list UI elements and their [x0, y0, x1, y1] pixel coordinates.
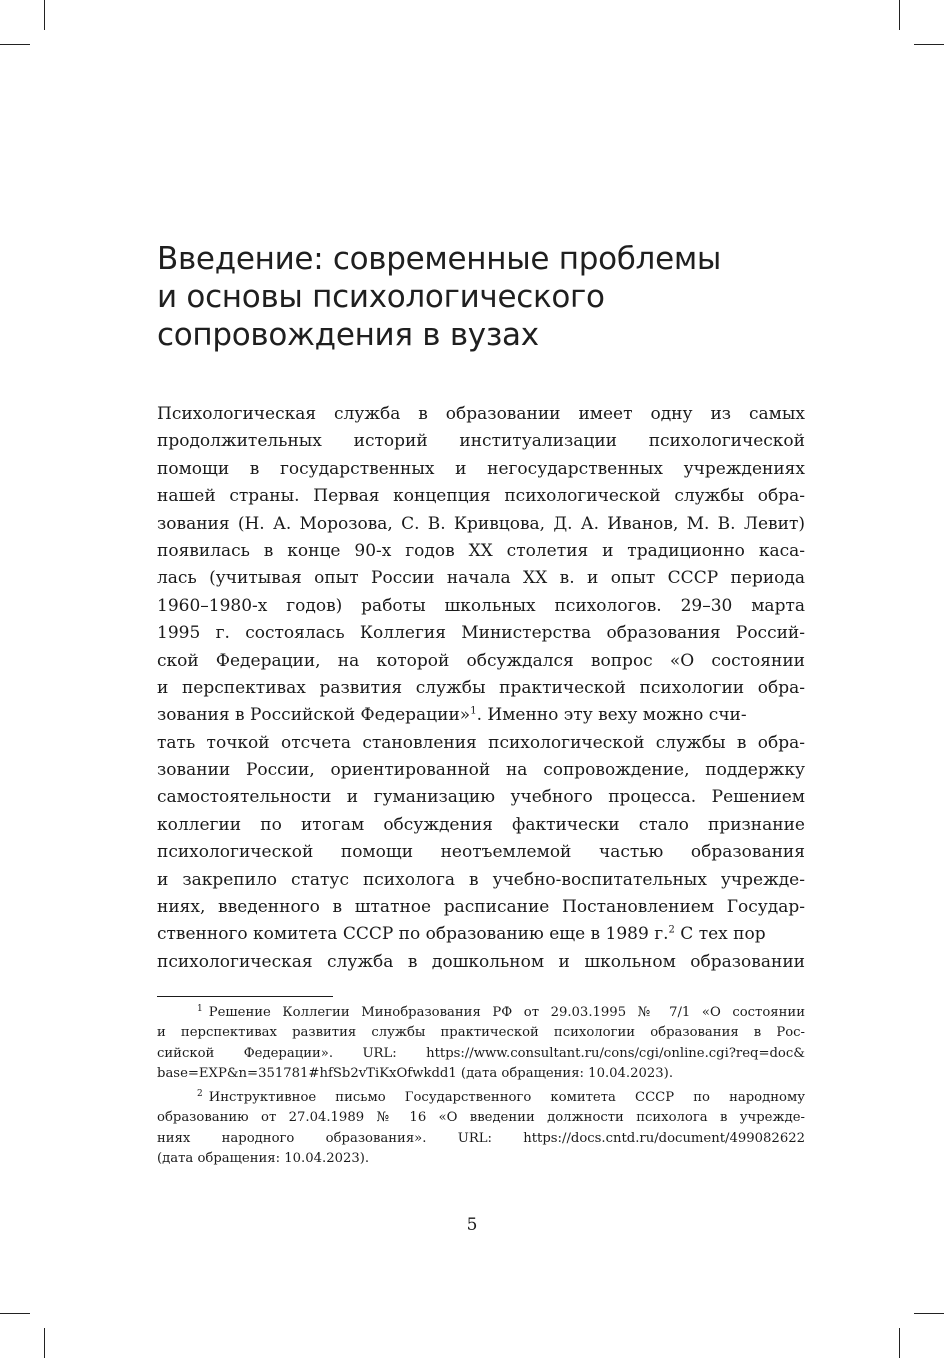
title-line: и основы психологического [157, 279, 605, 315]
body-line: психологическая служба в дошкольном и школьном образовании [157, 951, 805, 972]
body-line-head: зования в Российской Федерации» [157, 705, 471, 726]
title-line: Введение: современные проблемы [157, 241, 722, 277]
body-line: помощи в государственных и негосударственных учреждениях [157, 458, 805, 479]
footnote-text: Инструктивное письмо Государственного комитета СССР по народному [208, 1090, 805, 1106]
crop-mark [0, 1313, 30, 1314]
crop-mark [914, 1313, 944, 1314]
footnote-1 [157, 1003, 805, 1084]
body-line: продолжительных историй институализации психологической [157, 431, 805, 452]
footnote-line [157, 1003, 805, 1023]
page-number: 5 [466, 1215, 478, 1235]
footnote-line[interactable]: ниях народного образования». URL: https://docs.cntd.ru/document/499082622 [157, 1130, 805, 1146]
body-line: ской Федерации, на которой обсуждался вопрос «О состоянии [157, 650, 805, 671]
body-line: и закрепило статус психолога в учебно-воспитательных учрежде- [157, 869, 805, 890]
crop-mark [44, 0, 45, 30]
body-line: 1995 г. состоялась Коллегия Министерства образования Россий- [157, 623, 805, 644]
body-line: и перспективах развития службы практической психологии обра- [157, 677, 805, 698]
footnote-line [157, 1088, 805, 1108]
body-line: 1960–1980-х годов) работы школьных психологов. 29–30 марта [157, 595, 805, 616]
body-line: психологической помощи неотъемлемой частью образования [157, 842, 805, 863]
body-line: лась (учитывая опыт России начала XX в. и опыт СССР периода [157, 568, 805, 589]
body-line: коллегии по итогам обсуждения фактически стало признание [157, 814, 805, 835]
body-line-tail: С тех пор [674, 924, 766, 945]
footnote-divider [157, 996, 333, 997]
footnote-line[interactable]: сийской Федерации». URL: https://www.consultant.ru/cons/cgi/online.cgi?req=doc& [157, 1045, 805, 1061]
body-line: Психологическая служба в образовании имеет одну из самых [157, 404, 805, 424]
crop-mark [44, 1328, 45, 1358]
footnote-ref-1[interactable]: 1 [470, 705, 477, 717]
title-line: сопровождения в вузах [157, 317, 539, 353]
footnote-line: и перспективах развития службы практической психологии образования в Рос- [157, 1025, 805, 1041]
crop-mark [899, 1328, 900, 1358]
body-line-tail: . Именно эту веху можно счи- [476, 705, 747, 726]
footnote-ref-2[interactable]: 2 [668, 924, 675, 936]
footnote-line: образованию от 27.04.1989 № 16 «О введении должности психолога в учрежде- [157, 1110, 805, 1126]
body-line: появилась в конце 90-х годов XX столетия и традиционно каса- [157, 540, 805, 561]
body-line: зования (Н. А. Морозова, С. В. Кривцова, Д. А. Иванов, М. В. Левит) [157, 513, 805, 534]
crop-mark [914, 44, 944, 45]
footnote-text: Решение Коллегии Минобразования РФ от 29.03.1995 № 7/1 «О состоянии [208, 1005, 805, 1020]
body-line: ниях, введенного в штатное расписание Постановлением Государ- [157, 897, 805, 918]
footnote-number: 1 [197, 1003, 203, 1014]
body-line: самостоятельности и гуманизацию учебного процесса. Решением [157, 787, 805, 808]
crop-mark [899, 0, 900, 30]
footnote-line[interactable]: base=EXP&n=351781#hfSb2vTiKxOfwkdd1 (дата обращения: 10.04.2023). [157, 1065, 674, 1081]
footnote-2 [157, 1088, 805, 1169]
footnote-number: 2 [197, 1088, 203, 1099]
body-line: тать точкой отсчета становления психологической службы в обра- [157, 732, 805, 753]
body-line: зовании России, ориентированной на сопровождение, поддержку [157, 760, 805, 781]
footnotes [157, 1003, 805, 1169]
body-line-head: ственного комитета СССР по образованию еще в 1989 г. [157, 924, 669, 945]
crop-mark [0, 44, 30, 45]
footnote-line: (дата обращения: 10.04.2023). [157, 1151, 370, 1167]
body-text [157, 401, 805, 976]
body-line: нашей страны. Первая концепция психологической службы обра- [157, 486, 805, 507]
body-line [157, 702, 805, 729]
body-line [157, 921, 805, 948]
page-title [157, 240, 797, 354]
